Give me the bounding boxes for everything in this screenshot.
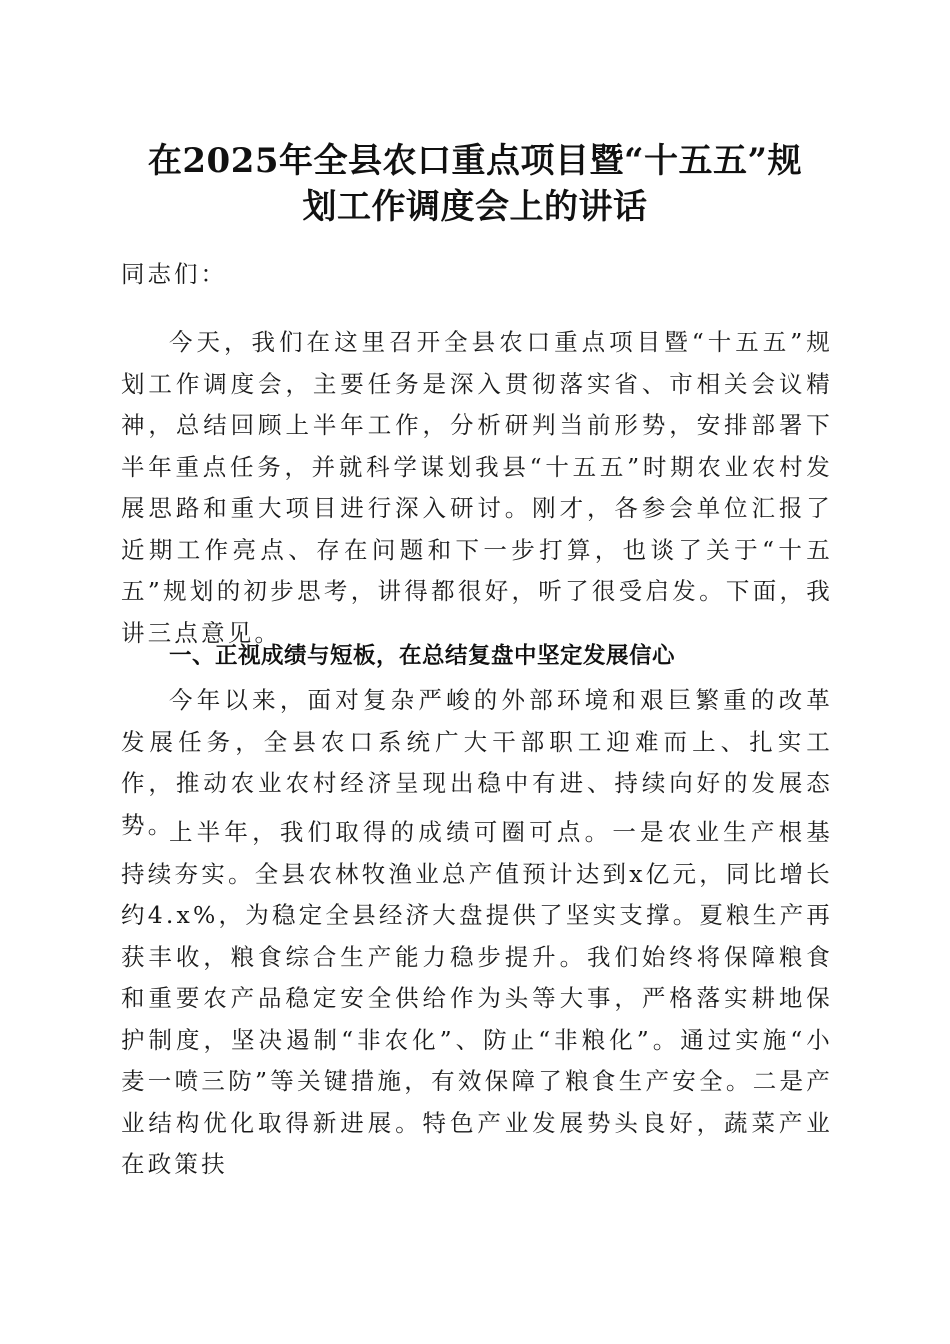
intro-paragraph: 今天，我们在这里召开全县农口重点项目暨“十五五”规划工作调度会，主要任务是深入贯彻落实省、市相关会议精神，总结回顾上半年工作，分析研判当前形势，安排部署下半年重点任务，并就科学谋划我县“十五五”时期农业农村发展思路和重大项目进行深入研讨。刚才，各参会单位汇报了近期工作亮点、存在问题和下一步打算，也谈了关于“十五五”规划的初步思考，讲得都很好，听了很受启发。下面，我讲三点意见。 [121,328,833,647]
document-title [110,138,840,230]
title-line-1: 在2025年全县农口重点项目暨“十五五”规 [147,141,803,181]
title-line-2: 划工作调度会上的讲话 [302,187,648,227]
intro-paragraph-block [121,322,833,654]
section-1-paragraph-2: 上半年，我们取得的成绩可圈可点。一是农业生产根基持续夯实。全县农林牧渔业总产值预计达到x亿元，同比增长约4.x%，为稳定全县经济大盘提供了坚实支撑。夏粮生产再获丰收，粮食综合生产能力稳步提升。我们始终将保障粮食和重要农产品稳定安全供给作为头等大事，严格落实耕地保护制度，坚决遏制“非农化”、防止“非粮化”。通过实施“小麦一喷三防”等关键措施，有效保障了粮食生产安全。二是产业结构优化取得新进展。特色产业发展势头良好，蔬菜产业在政策扶 [121,818,833,1178]
salutation: 同志们： [121,260,227,288]
section-1-paragraph-2-block [121,812,833,1186]
section-1-heading: 一、正视成绩与短板，在总结复盘中坚定发展信心 [169,643,676,669]
section-1-paragraph-1: 今年以来，面对复杂严峻的外部环境和艰巨繁重的改革发展任务，全县农口系统广大干部职工迎难而上、扎实工作，推动农业农村经济呈现出稳中有进、持续向好的发展态势。 [121,686,833,839]
